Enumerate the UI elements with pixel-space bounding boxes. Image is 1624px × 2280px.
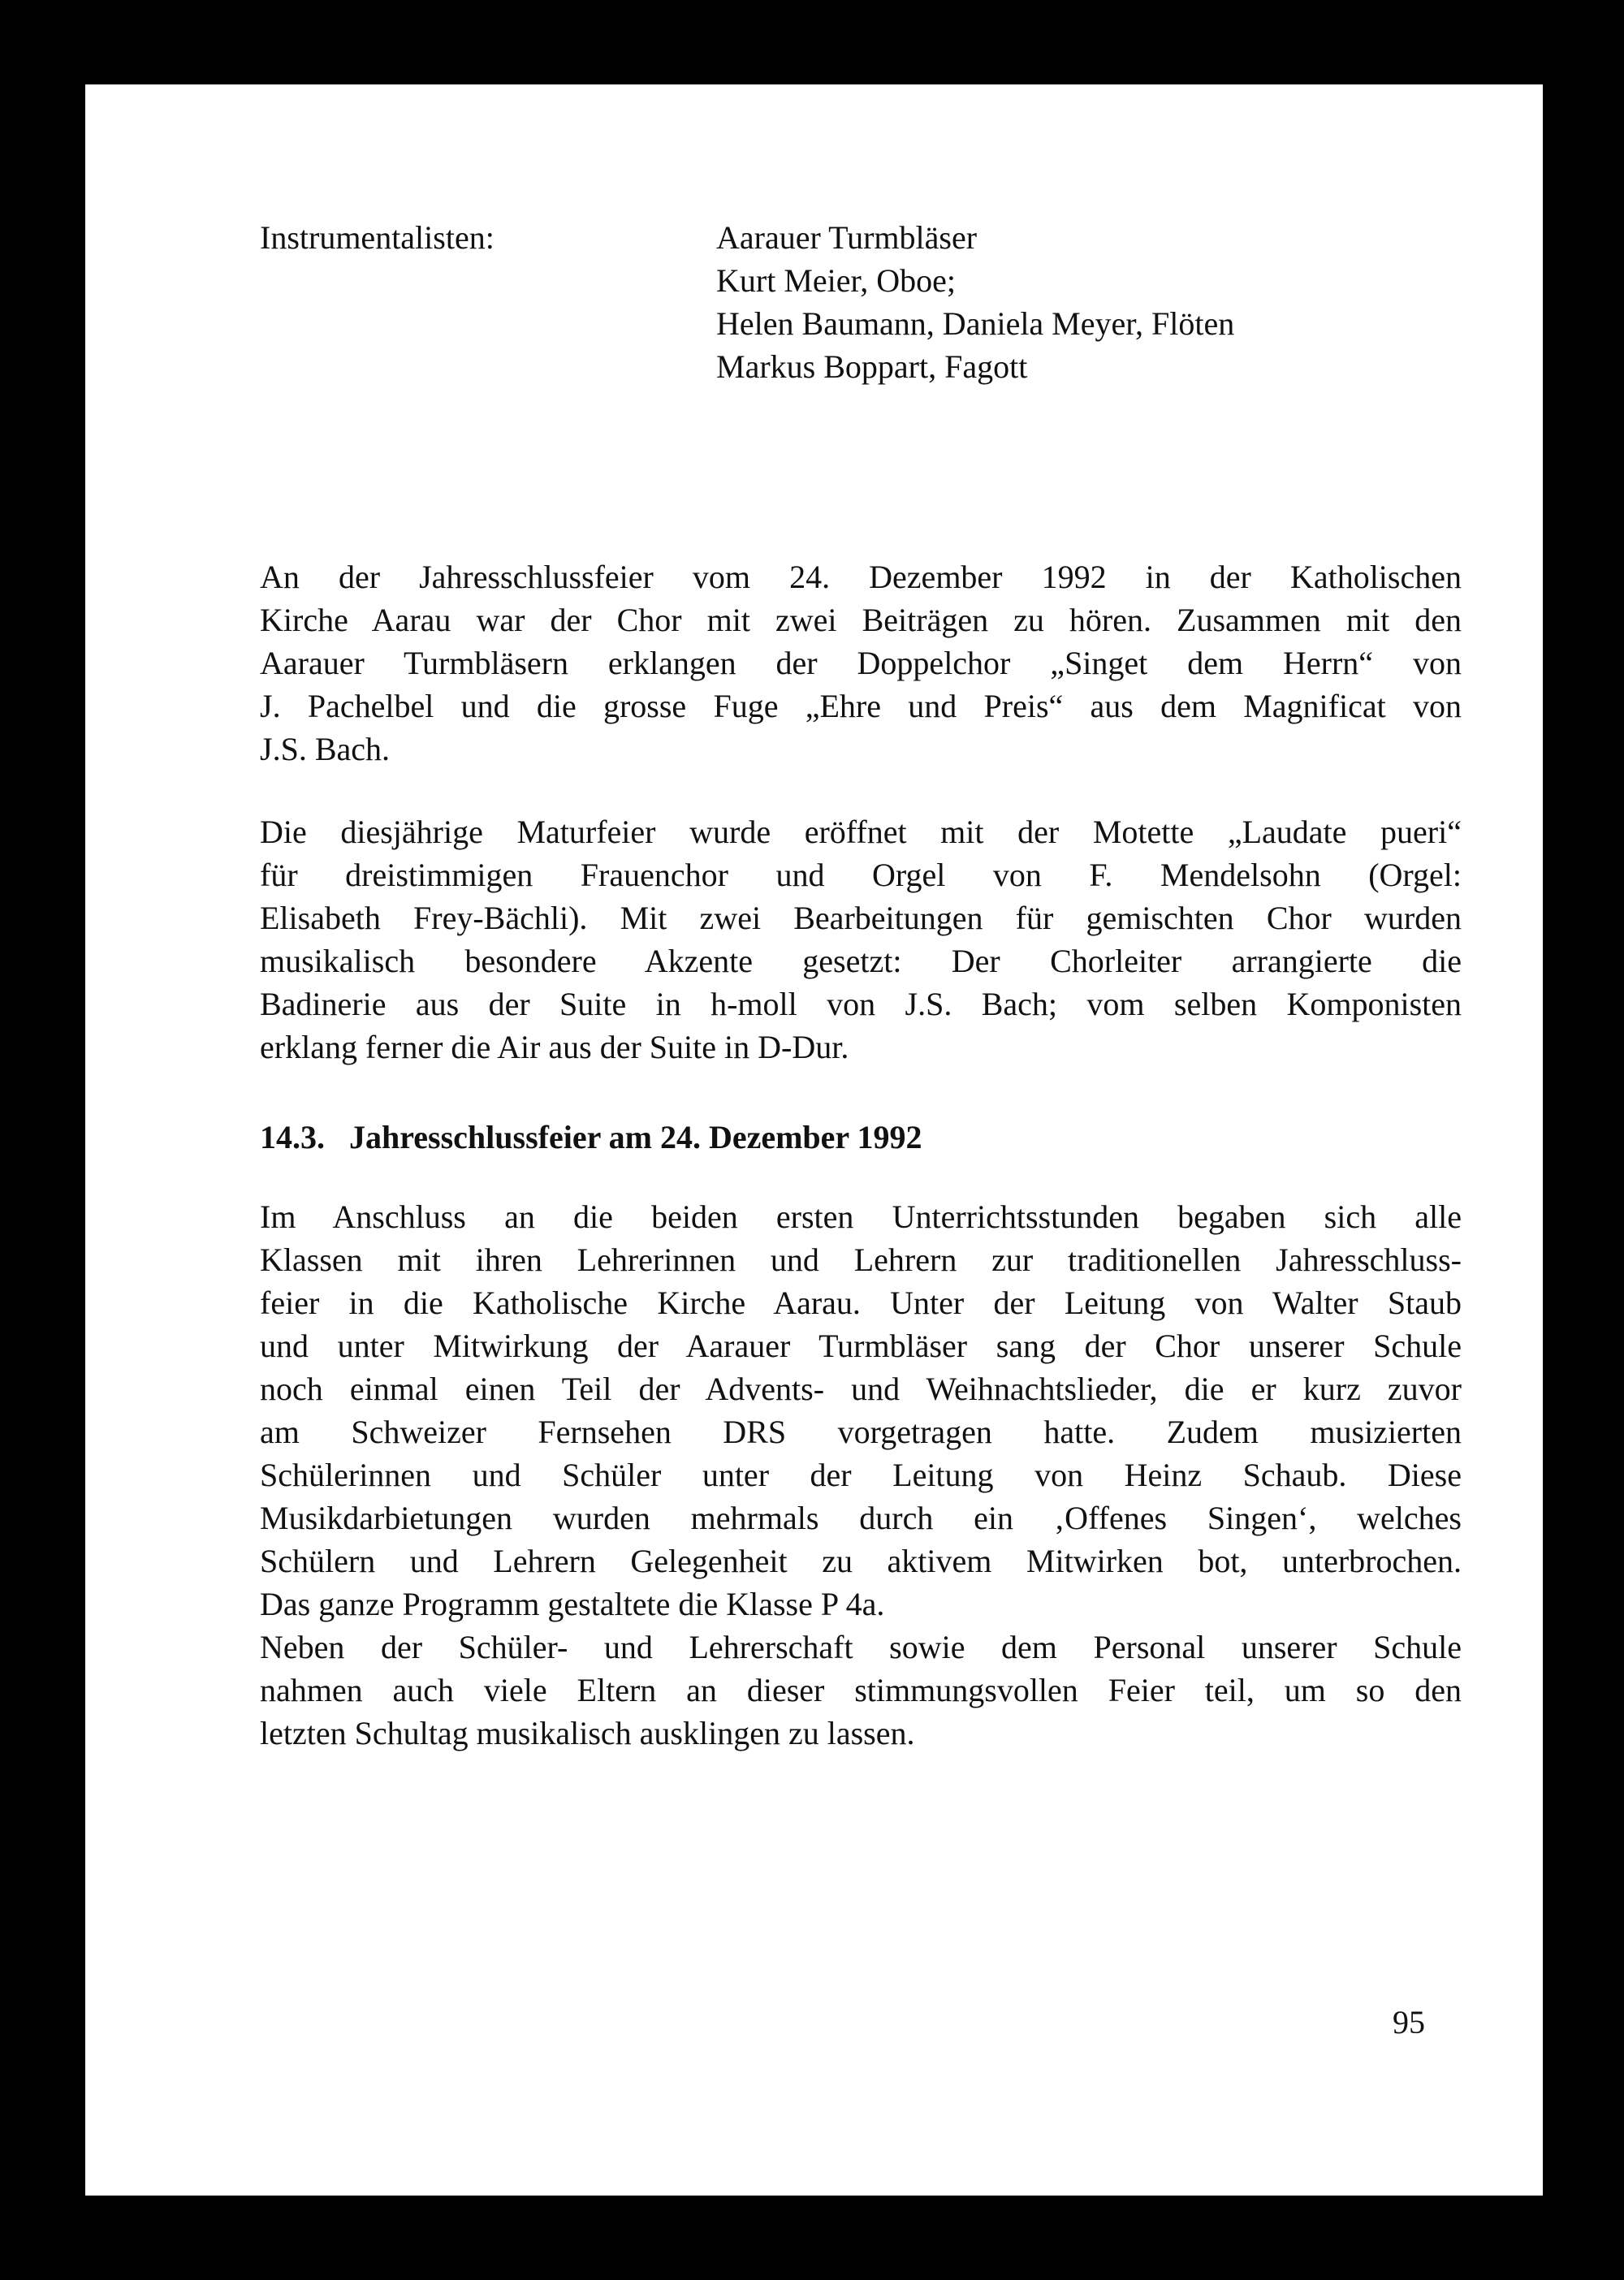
document-page: [85, 84, 1543, 2196]
paragraph-line: Die diesjährige Maturfeier wurde eröffnet mit der Motette „Laudate pueri“: [260, 814, 1462, 850]
section-title: Jahresschlussfeier am 24. Dezember 1992: [349, 1119, 922, 1155]
instrumentalists-label: Instrumentalisten:: [260, 219, 495, 256]
paragraph-line: Klassen mit ihren Lehrerinnen und Lehrern zur traditionellen Jahresschluss-: [260, 1241, 1462, 1278]
instrumentalist-item: Kurt Meier, Oboe;: [716, 262, 956, 299]
paragraph-line: Badinerie aus der Suite in h-moll von J.S. Bach; vom selben Komponisten: [260, 986, 1462, 1022]
instrumentalist-item: Helen Baumann, Daniela Meyer, Flöten: [716, 305, 1235, 342]
paragraph-line: letzten Schultag musikalisch ausklingen zu lassen.: [260, 1715, 915, 1751]
section-number: 14.3.: [260, 1119, 325, 1155]
paragraph-line: musikalisch besondere Akzente gesetzt: Der Chorleiter arrangierte die: [260, 943, 1462, 979]
paragraph-line: Elisabeth Frey-Bächli). Mit zwei Bearbeitungen für gemischten Chor wurden: [260, 900, 1462, 936]
paragraph-line: feier in die Katholische Kirche Aarau. Unter der Leitung von Walter Staub: [260, 1285, 1462, 1321]
paragraph-line: Aarauer Turmbläsern erklangen der Doppelchor „Singet dem Herrn“ von: [260, 645, 1462, 681]
paragraph-matura-ceremony: [260, 810, 1462, 1069]
paragraph-line: J.S. Bach.: [260, 731, 390, 767]
instrumentalists-list: [716, 216, 1234, 388]
paragraph-line: An der Jahresschlussfeier vom 24. Dezember 1992 in der Katholischen: [260, 559, 1462, 595]
paragraph-line: Im Anschluss an die beiden ersten Unterrichtsstunden begaben sich alle: [260, 1198, 1462, 1235]
paragraph-line: nahmen auch viele Eltern an dieser stimmungsvollen Feier teil, um so den: [260, 1672, 1462, 1708]
paragraph-line: Musikdarbietungen wurden mehrmals durch ein ‚Offenes Singen‘, welches: [260, 1500, 1462, 1536]
page-number: 95: [1393, 2004, 1425, 2040]
paragraph-attendance: [260, 1626, 1462, 1755]
paragraph-line: Schülern und Lehrern Gelegenheit zu aktivem Mitwirken bot, unterbrochen.: [260, 1543, 1462, 1579]
paragraph-line: und unter Mitwirkung der Aarauer Turmbläser sang der Chor unserer Schule: [260, 1328, 1462, 1364]
paragraph-line: Schülerinnen und Schüler unter der Leitung von Heinz Schaub. Diese: [260, 1457, 1462, 1493]
paragraph-christmas-concert: [260, 555, 1462, 771]
paragraph-line: Das ganze Programm gestaltete die Klasse P 4a.: [260, 1586, 885, 1622]
paragraph-line: am Schweizer Fernsehen DRS vorgetragen hatte. Zudem musizierten: [260, 1414, 1462, 1450]
paragraph-line: Kirche Aarau war der Chor mit zwei Beiträgen zu hören. Zusammen mit den: [260, 602, 1462, 638]
paragraph-line: für dreistimmigen Frauenchor und Orgel von F. Mendelsohn (Orgel:: [260, 857, 1462, 893]
paragraph-year-end-celebration: [260, 1195, 1462, 1626]
paragraph-line: erklang ferner die Air aus der Suite in D-Dur.: [260, 1029, 849, 1065]
instrumentalist-item: Aarauer Turmbläser: [716, 219, 978, 256]
paragraph-line: Neben der Schüler- und Lehrerschaft sowie dem Personal unserer Schule: [260, 1629, 1462, 1665]
instrumentalist-item: Markus Boppart, Fagott: [716, 348, 1028, 385]
section-heading: [260, 1116, 922, 1159]
paragraph-line: noch einmal einen Teil der Advents- und Weihnachtslieder, die er kurz zuvor: [260, 1371, 1462, 1407]
paragraph-line: J. Pachelbel und die grosse Fuge „Ehre und Preis“ aus dem Magnificat von: [260, 688, 1462, 724]
